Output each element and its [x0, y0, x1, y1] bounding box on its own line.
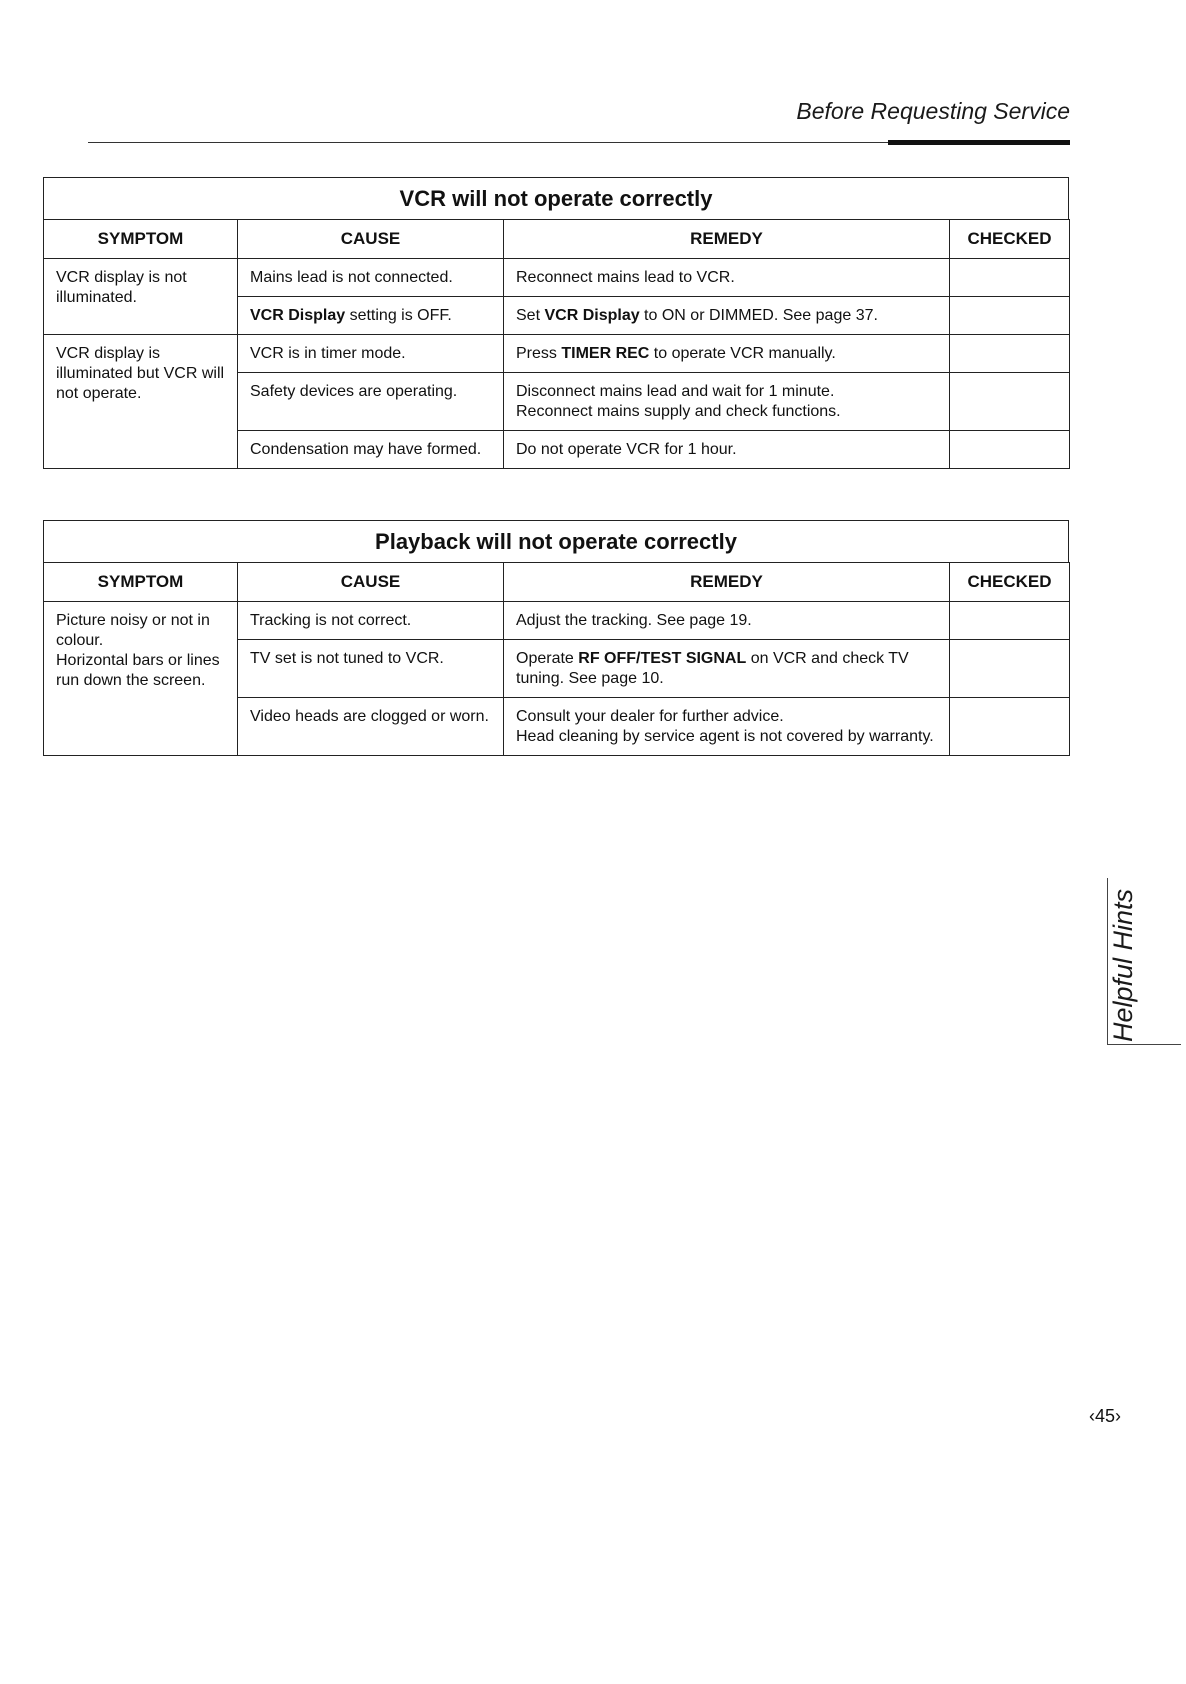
section-title: Playback will not operate correctly: [43, 520, 1069, 562]
cause-header: CAUSE: [238, 563, 504, 602]
cause-cell: Tracking is not correct.: [238, 602, 504, 640]
cause-cell: VCR is in timer mode.: [238, 335, 504, 373]
cause-cell: Mains lead is not connected.: [238, 259, 504, 297]
page-header-title: Before Requesting Service: [796, 98, 1070, 124]
bold-term: RF OFF/TEST SIGNAL: [578, 650, 747, 667]
checked-cell: [950, 698, 1070, 756]
checked-cell: [950, 335, 1070, 373]
remedy-cell: Adjust the tracking. See page 19.: [504, 602, 950, 640]
cause-header: CAUSE: [238, 220, 504, 259]
remedy-line: Head cleaning by service agent is not covered by warranty.: [516, 728, 934, 745]
remedy-cell: [504, 335, 950, 373]
side-tab: [1108, 888, 1138, 1052]
remedy-text: Set: [516, 307, 545, 324]
cause-cell: Condensation may have formed.: [238, 431, 504, 469]
remedy-text: Press: [516, 345, 562, 362]
side-tab-label: Helpful Hints: [1108, 888, 1138, 1042]
remedy-text: on VCR and check TV tuning. See page 10.: [516, 650, 909, 687]
bold-term: TIMER REC: [561, 345, 650, 362]
remedy-text: to operate VCR manually.: [649, 345, 836, 362]
section-title: VCR will not operate correctly: [43, 177, 1069, 219]
bold-term: VCR Display: [250, 307, 346, 324]
side-tab-rule: [1107, 1044, 1181, 1045]
remedy-cell: Do not operate VCR for 1 hour.: [504, 431, 950, 469]
remedy-cell: [504, 640, 950, 698]
checked-cell: [950, 640, 1070, 698]
remedy-cell: [504, 373, 950, 431]
table-row: [44, 259, 1070, 297]
table-header-row: [44, 220, 1070, 259]
remedy-line: Consult your dealer for further advice.: [516, 708, 784, 725]
table-header-row: [44, 563, 1070, 602]
header-rule: [88, 142, 888, 143]
cause-cell: Safety devices are operating.: [238, 373, 504, 431]
page-number: ‹45›: [1088, 1406, 1121, 1426]
troubleshooting-table: [43, 562, 1070, 756]
remedy-header: REMEDY: [504, 563, 950, 602]
checked-header: CHECKED: [950, 220, 1070, 259]
section-playback-not-operate: [43, 520, 1069, 756]
remedy-line: Reconnect mains supply and check functions.: [516, 403, 841, 420]
cause-text: setting is OFF.: [345, 307, 452, 324]
checked-cell: [950, 297, 1070, 335]
checked-cell: [950, 259, 1070, 297]
remedy-header: REMEDY: [504, 220, 950, 259]
troubleshooting-table: [43, 219, 1070, 469]
symptom-cell: VCR display is not illuminated.: [44, 259, 238, 335]
checked-cell: [950, 373, 1070, 431]
table-row: [44, 602, 1070, 640]
cause-cell: Video heads are clogged or worn.: [238, 698, 504, 756]
cause-cell: [238, 297, 504, 335]
checked-header: CHECKED: [950, 563, 1070, 602]
section-vcr-not-operate: [43, 177, 1069, 469]
remedy-text: to ON or DIMMED. See page 37.: [639, 307, 878, 324]
remedy-text: Operate: [516, 650, 579, 667]
symptom-line: Picture noisy or not in colour.: [56, 612, 210, 649]
remedy-line: Disconnect mains lead and wait for 1 minute.: [516, 383, 835, 400]
checked-cell: [950, 431, 1070, 469]
symptom-header: SYMPTOM: [44, 220, 238, 259]
remedy-cell: [504, 698, 950, 756]
symptom-header: SYMPTOM: [44, 563, 238, 602]
header-rule-bar: [888, 140, 1070, 145]
symptom-cell: VCR display is illuminated but VCR will not operate.: [44, 335, 238, 469]
symptom-line: Horizontal bars or lines run down the screen.: [56, 652, 220, 689]
remedy-cell: Reconnect mains lead to VCR.: [504, 259, 950, 297]
cause-cell: TV set is not tuned to VCR.: [238, 640, 504, 698]
table-row: [44, 335, 1070, 373]
bold-term: VCR Display: [544, 307, 640, 324]
symptom-cell: [44, 602, 238, 756]
remedy-cell: [504, 297, 950, 335]
checked-cell: [950, 602, 1070, 640]
